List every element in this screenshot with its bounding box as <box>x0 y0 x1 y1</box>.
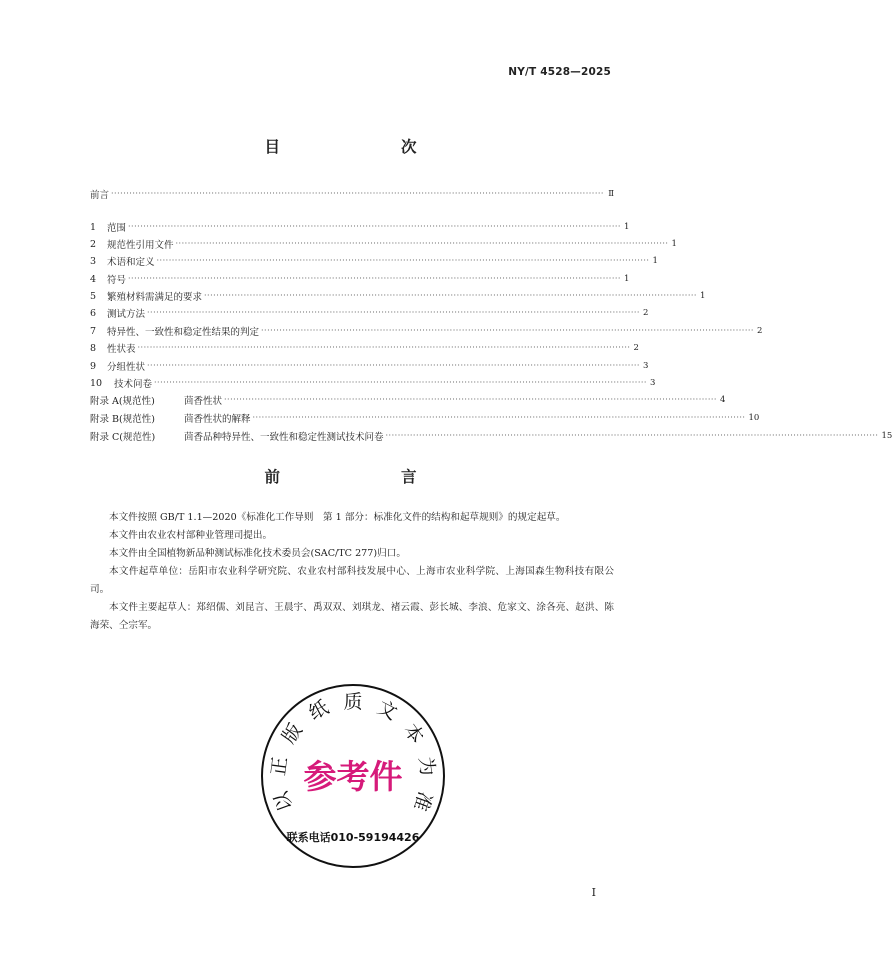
toc-item-label: 符号 <box>107 275 127 286</box>
toc-leader-dots: ·································································································································································· <box>156 256 650 265</box>
toc-leader-dots: ·································································································································································· <box>385 431 879 440</box>
toc-item-page: Ⅱ <box>608 189 614 199</box>
toc-item-page: 4 <box>719 395 726 405</box>
toc-item-appendix-c[interactable] <box>90 428 892 444</box>
foreword-paragraph: 本文件由全国植物新品种测试标准化技术委员会(SAC/TC 277)归口。 <box>109 548 406 559</box>
toc-item-number: 附录 C(规范性) <box>90 432 156 443</box>
toc-item-page: 1 <box>671 239 677 249</box>
toc-item-page: 10 <box>748 413 760 423</box>
toc-item-label: 性状表 <box>107 344 136 355</box>
toc-item-page: 15 <box>881 431 892 441</box>
toc-item-page: 3 <box>649 378 656 388</box>
foreword-body <box>90 509 614 635</box>
toc-leader-dots: ·································································································································································· <box>147 308 640 317</box>
toc-item-label: 前言 <box>90 190 110 201</box>
stamp-ring-char: 以 <box>269 788 298 814</box>
toc-leader-dots: ·································································································································································· <box>137 343 631 352</box>
toc-item-label: 茴香性状 <box>184 396 223 407</box>
stamp-ring-char: 正 <box>267 755 292 778</box>
toc-item-number: 1 <box>90 221 97 233</box>
toc-item-page: 2 <box>633 343 639 353</box>
toc-item-10[interactable] <box>90 375 656 391</box>
toc-item-label: 测试方法 <box>107 309 146 320</box>
foreword-paragraph: 本文件由农业农村部种业管理司提出。 <box>109 530 273 541</box>
toc-leader-dots: ·································································································································································· <box>111 189 604 198</box>
toc-leader-dots: ·································································································································································· <box>128 274 621 283</box>
toc-item-number: 6 <box>90 307 97 319</box>
toc-item-number: 附录 B(规范性) <box>90 414 155 425</box>
toc-item-label: 特异性、一致性和稳定性结果的判定 <box>107 327 260 338</box>
toc-item-page: 2 <box>756 326 763 336</box>
toc-item-page: 1 <box>623 274 630 284</box>
toc-item-number: 10 <box>90 377 103 389</box>
stamp-ring-char: 为 <box>414 755 439 778</box>
toc-leader-dots: ·································································································································································· <box>224 395 717 404</box>
foreword-paragraph: 本文件主要起草人：郑绍儒、刘昆言、王晨宇、禹双双、刘琪龙、褚云霞、彭长城、李浪、危家文、涂各亮、赵洪、陈海荣、仝宗军。 <box>90 602 614 631</box>
toc-leader-dots: ·································································································································································· <box>147 361 640 370</box>
toc-item-4[interactable] <box>90 271 630 287</box>
toc-item-number: 附录 A(规范性) <box>90 396 155 407</box>
foreword-paragraph: 本文件起草单位：岳阳市农业科学研究院、农业农村部科技发展中心、上海市农业科学院、上海国森生物科技有限公司。 <box>90 566 614 595</box>
toc-item-5[interactable] <box>90 288 706 304</box>
toc-leader-dots: ·································································································································································· <box>175 239 669 248</box>
toc-item-page: 1 <box>623 222 630 232</box>
toc-item-number: 7 <box>90 325 97 337</box>
toc-item-label: 茴香性状的解释 <box>184 414 251 425</box>
toc-item-label: 范围 <box>107 223 127 234</box>
toc-item-label: 术语和定义 <box>107 257 155 268</box>
toc-item-2[interactable] <box>90 236 677 252</box>
toc-item-page: 2 <box>642 308 649 318</box>
toc-item-number: 8 <box>90 342 97 354</box>
toc-item-appendix-a[interactable] <box>90 392 726 408</box>
toc-item-number: 3 <box>90 255 97 267</box>
foreword-paragraph: 本文件按照 GB/T 1.1—2020《标准化工作导则 第 1 部分：标准化文件的结构和起草规则》的规定起草。 <box>109 512 566 523</box>
stamp-ring-char: 版 <box>277 719 307 748</box>
toc-item-label: 分组性状 <box>107 362 146 373</box>
toc-item-label: 规范性引用文件 <box>107 240 174 251</box>
document-code: NY/T 4528—2025 <box>508 66 611 78</box>
stamp-center-text: 参考件 <box>303 757 403 796</box>
toc-item-3[interactable] <box>90 253 658 269</box>
toc-item-number: 5 <box>90 290 97 302</box>
stamp-ring-char: 准 <box>408 788 437 814</box>
toc-title: 目 次 <box>264 138 447 156</box>
stamp-ring-char: 文 <box>373 696 401 725</box>
toc-item-6[interactable] <box>90 305 649 321</box>
toc-item-9[interactable] <box>90 358 649 374</box>
toc-item-label: 技术问卷 <box>114 379 153 390</box>
toc-item-page: 3 <box>642 361 649 371</box>
toc-item-label: 繁殖材料需满足的要求 <box>107 292 203 303</box>
toc-item-number: 9 <box>90 360 97 372</box>
toc-leader-dots: ·································································································································································· <box>204 291 697 300</box>
toc-item-8[interactable] <box>90 340 639 356</box>
toc-item-number: 2 <box>90 238 97 250</box>
toc-item-foreword[interactable] <box>90 186 614 202</box>
reference-copy-stamp <box>258 681 448 871</box>
toc-item-1[interactable] <box>90 219 630 235</box>
toc-item-label: 茴香品种特异性、一致性和稳定性测试技术问卷 <box>184 432 384 443</box>
stamp-phone-text: 联系电话010-59194426 <box>286 831 420 844</box>
toc-leader-dots: ·································································································································································· <box>154 378 647 387</box>
toc-leader-dots: ·································································································································································· <box>261 326 754 335</box>
toc-item-number: 4 <box>90 273 97 285</box>
stamp-ring-char: 本 <box>399 719 429 748</box>
stamp-ring-char: 质 <box>343 691 363 713</box>
toc-leader-dots: ·································································································································································· <box>128 222 621 231</box>
stamp-ring-char: 纸 <box>305 696 333 725</box>
toc-leader-dots: ·································································································································································· <box>252 413 746 422</box>
toc-item-page: 1 <box>699 291 706 301</box>
toc-item-appendix-b[interactable] <box>90 410 760 426</box>
toc-item-7[interactable] <box>90 323 763 339</box>
page-number: Ⅰ <box>591 886 596 899</box>
foreword-title: 前 言 <box>264 468 447 486</box>
toc-item-page: 1 <box>652 256 658 266</box>
